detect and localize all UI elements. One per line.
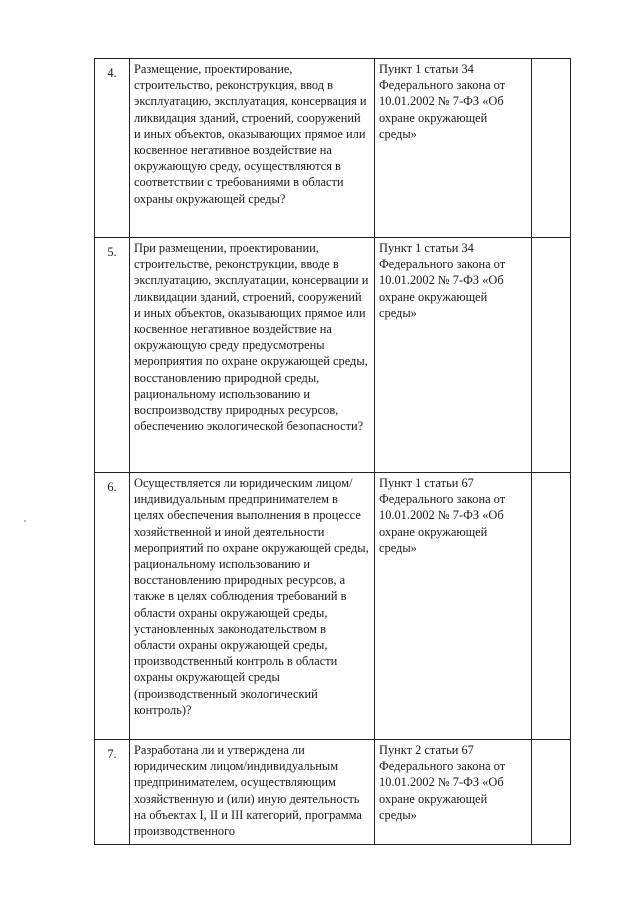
answer-cell <box>532 238 571 473</box>
table-row <box>95 740 571 845</box>
row-number: 4. <box>95 59 130 238</box>
row-number: 5. <box>95 238 130 473</box>
answer-cell <box>532 473 571 740</box>
question-cell: При размещении, проектировании, строительстве, реконструкции, вводе в эксплуатацию, эксплуатации, консервации и ликвидации зданий, строений, сооружений и иных объектов, оказывающих прямое или косвенное негативное воздействие на окружающую среду предусмотрены мероприятия по охране окружающей среды, восстановлению природной среды, рациональному использованию и воспроизводству природных ресурсов, обеспечению экологической безопасности? <box>130 238 375 473</box>
legal-reference-cell: Пункт 1 статьи 67 Федерального закона от 10.01.2002 № 7-ФЗ «Об охране окружающей среды» <box>375 473 532 740</box>
question-cell: Разработана ли и утверждена ли юридическим лицом/индивидуальным предпринимателем, осуществляющим хозяйственную и (или) иную деятельность на объектах I, II и III категорий, программа производственного <box>130 740 375 845</box>
question-cell: Размещение, проектирование, строительство, реконструкция, ввод в эксплуатацию, эксплуатация, консервация и ликвидация зданий, строений, сооружений и иных объектов, оказывающих прямое или косвенное негативное воздействие на окружающую среду, осуществляются в соответствии с требованиями в области охраны окружающей среды? <box>130 59 375 238</box>
scan-speck <box>24 520 26 522</box>
row-number: 6. <box>95 473 130 740</box>
legal-reference-cell: Пункт 1 статьи 34 Федерального закона от 10.01.2002 № 7-ФЗ «Об охране окружающей среды» <box>375 59 532 238</box>
answer-cell <box>532 59 571 238</box>
row-number: 7. <box>95 740 130 845</box>
table-row <box>95 473 571 740</box>
answer-cell <box>532 740 571 845</box>
checklist-table <box>94 58 571 845</box>
legal-reference-cell: Пункт 1 статьи 34 Федерального закона от 10.01.2002 № 7-ФЗ «Об охране окружающей среды» <box>375 238 532 473</box>
question-cell: Осуществляется ли юридическим лицом/индивидуальным предпринимателем в целях обеспечения выполнения в процессе хозяйственной и иной деятельности мероприятий по охране окружающей среды, рациональному использованию и восстановлению природных ресурсов, а также в целях соблюдения требований в области охраны окружающей среды, установленных законодательством в области охраны окружающей среды, производственный контроль в области охраны окружающей среды (производственный экологический контроль)? <box>130 473 375 740</box>
legal-reference-cell: Пункт 2 статьи 67 Федерального закона от 10.01.2002 № 7-ФЗ «Об охране окружающей среды» <box>375 740 532 845</box>
table-row <box>95 59 571 238</box>
table-row <box>95 238 571 473</box>
